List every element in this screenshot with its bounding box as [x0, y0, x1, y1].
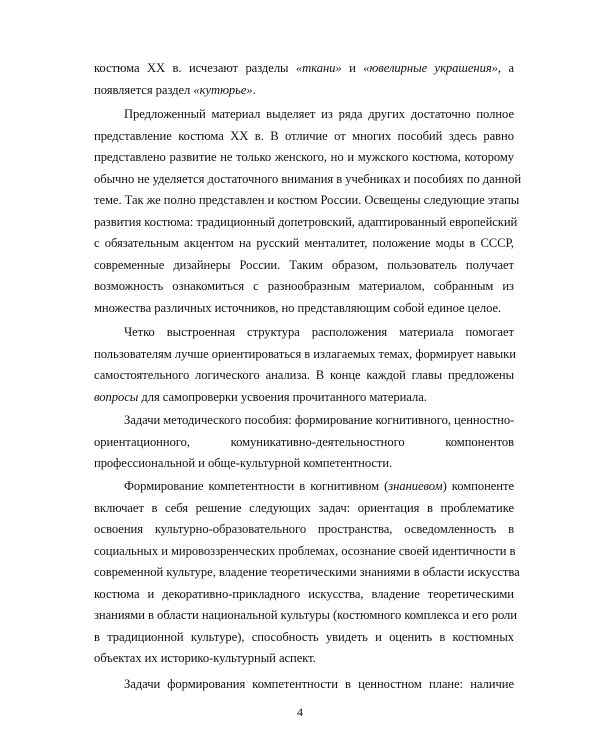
text-line: социальных и мировоззренческих проблемах, осознание своей идентичности в	[94, 543, 516, 558]
paragraph-2	[94, 104, 522, 319]
paragraph-6	[94, 674, 514, 696]
text-line: множества различных источников, но представляющим собой единое целое.	[94, 300, 502, 315]
text-line: современной культуре, владение теоретическими знаниями в области искусства	[94, 565, 520, 579]
text-line: включает в себя решение следующих задач: ориентация в проблематике	[94, 500, 514, 515]
text-line: Предложенный материал выделяет из ряда других достаточно полное	[124, 107, 514, 121]
page-number: 4	[297, 705, 303, 719]
text-line: обычно не уделяется достаточного внимания в учебниках и пособиях по данной	[94, 171, 522, 186]
paragraph-5	[94, 476, 520, 670]
text-line: Формирование компетентности в когнитивном (знаниевом) компоненте	[124, 479, 514, 493]
text-line: профессиональной и обще-культурной компетентности.	[94, 456, 393, 470]
text-line: освоения культурно-образовательного пространства, осведомленность в	[94, 522, 514, 536]
text-line: современные дизайнеры России. Таким образом, пользователь получает	[94, 257, 514, 272]
paragraph-4	[94, 410, 514, 475]
text-line: появляется раздел «кутюрье».	[94, 82, 256, 97]
text-line: костюма XX в. исчезают разделы «ткани» и «ювелирные украшения», а	[94, 61, 514, 75]
text-line: с обязательным акцентом на русский менталитет, положение моды в СССР,	[94, 236, 514, 250]
text-line: знаниями в области национальной культуры (костюмного комплекса и его роли	[94, 608, 517, 622]
text-line: Задачи методического пособия: формирование когнитивного, ценностно-	[124, 413, 515, 427]
text-line: возможность ознакомиться с разнообразным материалом, собранным из	[94, 279, 514, 293]
text-line: вопросы для самопроверки усвоения прочитанного материала.	[94, 389, 427, 404]
text-line: представлено развитие не только женского, но и мужского костюма, которому	[94, 150, 514, 164]
text-line: костюма и декоративно-прикладного искусства, владение теоретическими	[94, 586, 514, 601]
text-line: Четко выстроенная структура расположения материала помогает	[124, 325, 514, 339]
text-line: представление костюма XX в. В отличие от многих пособий здесь равно	[94, 128, 514, 143]
text-line: ориентационного, комуникативно-деятельностного компонентов	[94, 434, 514, 449]
text-line: самостоятельного логического анализа. В конце каждой главы предложены	[94, 368, 514, 382]
paragraph-3	[94, 322, 514, 408]
text-line: теме. Так же полно представлен и костюм России. Освещены следующие этапы	[94, 193, 520, 207]
text-line: пользователям лучше ориентироваться в излагаемых темах, формирует навыки	[94, 346, 516, 361]
paragraph-1	[94, 58, 514, 101]
text-line: Задачи формирования компетентности в ценностном плане: наличие	[124, 677, 514, 691]
text-line: в традиционной культуре), способность увидеть и оценить в костюмных	[94, 629, 514, 644]
text-line: развития костюма: традиционный допетровский, адаптированный европейский	[94, 214, 518, 229]
text-line: объектах их историко-культурный аспект.	[94, 651, 316, 665]
